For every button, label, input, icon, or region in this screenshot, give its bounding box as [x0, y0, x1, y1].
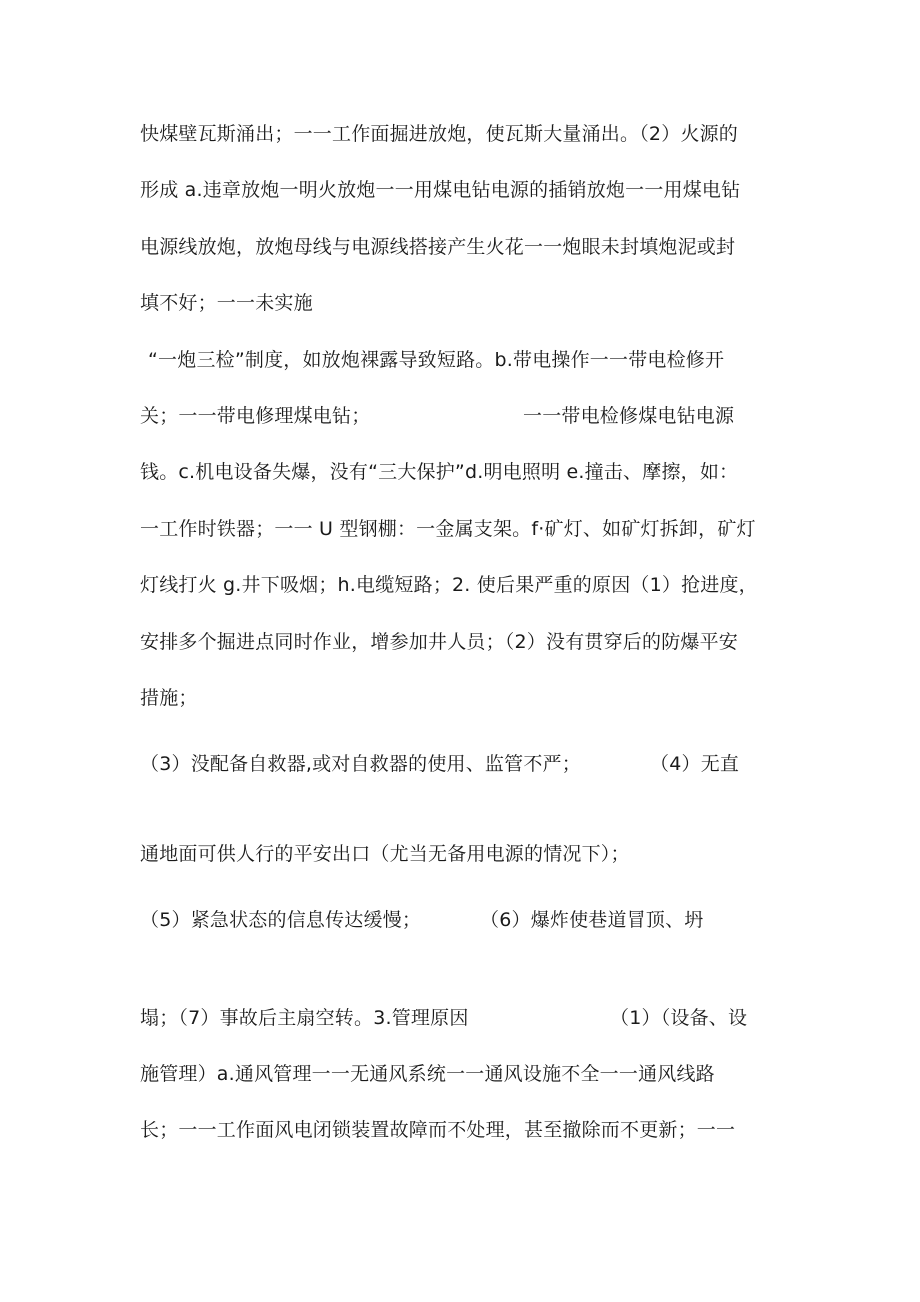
text-line-12	[140, 752, 780, 776]
text-line-6	[140, 404, 780, 428]
text-line-1: 快煤壁瓦斯涌出；一一工作面掘进放炮，使瓦斯大量涌出。（2）火源的	[140, 123, 738, 145]
text-segment: （3）没配备自救器,或对自救器的使用、监管不严；	[140, 753, 581, 775]
text-segment: 关；一一带电修理煤电钻；	[140, 405, 371, 427]
text-line-16: 施管理）a.通风管理一一无通风系统一一通风设施不全一一通风线路	[140, 1063, 715, 1085]
text-line-8: 一工作时铁器；一一 U 型钢棚：一金属支架。f·矿灯、如矿灯拆卸，矿灯	[140, 518, 756, 540]
text-line-7: 钱。c.机电设备失爆，没有“三大保护”d.明电照明 e.撞击、摩擦，如：	[140, 461, 739, 483]
text-line-4: 填不好；一一未实施	[140, 292, 313, 314]
text-line-15	[140, 1006, 780, 1030]
text-line-9: 灯线打火 g.井下吸烟；h.电缆短路；2. 使后果严重的原因（1）抢进度，	[140, 574, 758, 596]
text-line-3: 电源线放炮，放炮母线与电源线搭接产生火花一一炮眼未封填炮泥或封	[140, 236, 736, 258]
text-segment: 塌；（7）事故后主扇空转。3.管理原因	[140, 1007, 469, 1029]
text-line-5: “一炮三检”制度，如放炮裸露导致短路。b.带电操作一一带电检修开	[148, 349, 725, 371]
text-segment: 一一带电检修煤电钻电源	[523, 405, 735, 427]
text-line-10: 安排多个掘进点同时作业，增参加井人员；（2）没有贯穿后的防爆平安	[140, 631, 738, 653]
text-segment: （6）爆炸使巷道冒顶、坍	[480, 909, 704, 931]
text-segment: （1）（设备、设	[610, 1007, 748, 1029]
text-segment: （4）无直	[650, 753, 740, 775]
text-line-2: 形成 a.违章放炮一明火放炮一一用煤电钻电源的插销放炮一一用煤电钻	[140, 179, 741, 201]
text-line-17: 长；一一工作面风电闭锁装置故障而不处理，甚至撤除而不更新；一一	[140, 1119, 736, 1141]
text-line-11: 措施；	[140, 687, 198, 709]
text-segment: （5）紧急状态的信息传达缓慢；	[140, 909, 422, 931]
text-line-14	[140, 908, 780, 932]
text-line-13: 通地面可供人行的平安出口（尤当无备用电源的情况下）；	[140, 843, 630, 865]
